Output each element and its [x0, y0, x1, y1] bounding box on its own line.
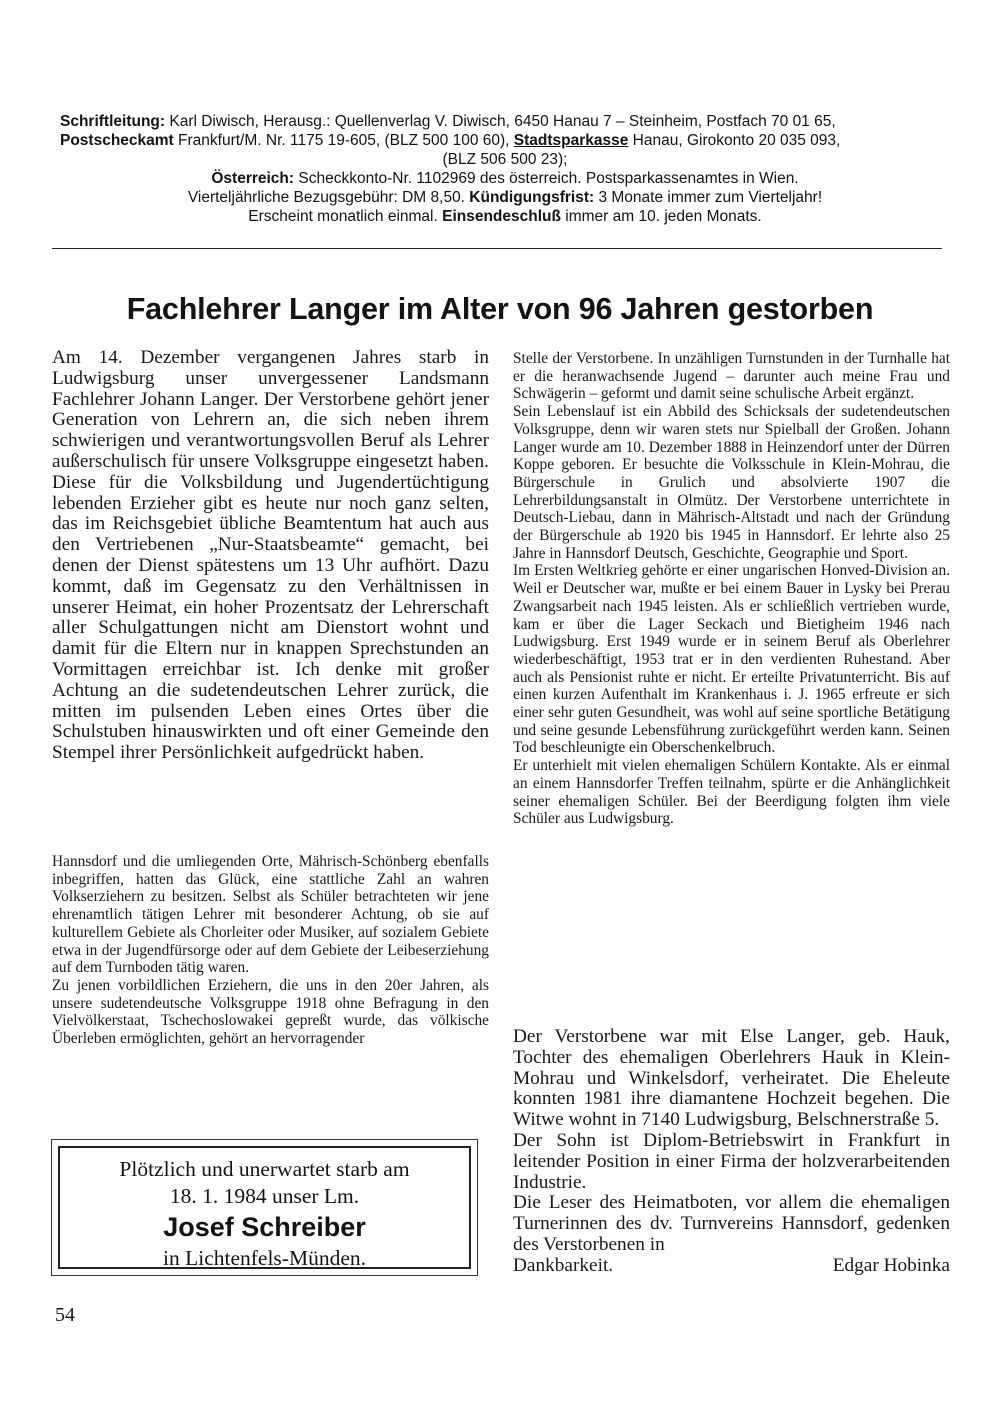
paragraph: Hannsdorf und die umliegenden Orte, Mährisch-Schönberg ebenfalls inbegriffen, hatten das Glück, eine stattliche Zahl an wahren Volkserziehern zu besitzen. Selbst als Schüler betrachteten wir jene ehrenamtlich tätigen Lehrer mit besonderer Achtung, ob sie auf kulturellem Gebiete als Chorleiter oder Musiker, auf sozialem Gebiete etwa in der Jugendfürsorge oder auf dem Gebiete der Leibeserziehung auf dem Turnboden tätig waren.	[52, 853, 489, 977]
masthead-line-6: Erscheint monatlich einmal. Einsendeschluß immer am 10. jeden Monats.	[248, 208, 762, 225]
masthead-line-5: Vierteljährliche Bezugsgebühr: DM 8,50. Kündigungsfrist: 3 Monate immer zum Vierteljahr!	[187, 189, 823, 206]
masthead-line-2: Postscheckamt Frankfurt/M. Nr. 1175 19-605, (BLZ 500 100 60), Stadtsparkasse Hanau, Girokonto 20 035 093,	[60, 132, 841, 149]
notice-line-2: 18. 1. 1984 unser Lm.	[169, 1184, 360, 1208]
article-column-right-large	[513, 1027, 950, 1277]
paragraph: Der Sohn ist Diplom-Betriebswirt in Frankfurt in leitender Position in einer Firma der holzverarbeitenden Industrie.	[513, 1129, 950, 1193]
paragraph: Er unterhielt mit vielen ehemaligen Schülern Kontakte. Als er einmal an einem Hannsdorfer Treffen teilnahm, spürte er die Anhänglichkeit seiner ehemaligen Schüler. Bei der Beerdigung folgten ihm viele Schüler aus Ludwigsburg.	[513, 757, 950, 828]
article-column-left-small	[52, 853, 489, 1048]
masthead-line-3: (BLZ 506 500 23);	[442, 151, 568, 168]
signature-line	[513, 1256, 950, 1277]
paragraph: Die Leser des Heimatboten, vor allem die ehemaligen Turnerinnen des dv. Turnvereins Hannsdorf, gedenken des Verstorbenen in	[513, 1192, 950, 1255]
page-number: 54	[55, 1304, 75, 1326]
author-name: Edgar Hobinka	[832, 1254, 950, 1276]
death-notice-box	[51, 1139, 478, 1276]
paragraph: Stelle der Verstorbene. In unzähligen Turnstunden in der Turnhalle hat er die heranwachsende Jugend – darunter auch meine Frau und Schwägerin – geformt und damit seine schulische Arbeit ergänzt.	[513, 350, 950, 403]
notice-line-3: in Lichtenfels-Münden.	[162, 1246, 366, 1270]
notice-name: Josef Schreiber	[163, 1212, 366, 1242]
paragraph: Im Ersten Weltkrieg gehörte er einer ungarischen Honved-Division an. Weil er Deutscher war, mußte er bei einem Bauer in Lysky bei Prerau Zwangsarbeit nach 1945 leisten. Als er schließlich vertrieben wurde, kam er über die Lager Seckach und Bietigheim 1946 nach Ludwigsburg. Erst 1949 wurde er in seinem Beruf als Oberlehrer wiederbeschäftigt, 1953 trat er in den verdienten Ruhestand. Aber auch als Pensionist ruhte er nicht. Er erteilte Privatunterricht. Bis auf einen kurzen Aufenthalt im Krankenhaus i. J. 1965 erfreute er sich einer sehr guten Gesundheit, was wohl auf seine sportliche Betätigung und seine gesunde Lebensführung zurückgeführt werden kann. Seinen Tod beschleunigte ein Oberschenkelbruch.	[513, 562, 950, 757]
article-column-right-small	[513, 350, 950, 828]
article-headline: Fachlehrer Langer im Alter von 96 Jahren gestorben	[126, 292, 874, 326]
paragraph: Sein Lebenslauf ist ein Abbild des Schicksals der sudetendeutschen Volksgruppe, denn wir waren stets nur Spielball der Großen. Johann Langer wurde am 10. Dezember 1888 in Heinzendorf unter der Dürren Koppe geboren. Er besuchte die Volksschule in Klein-Mohrau, die Bürgerschule in Grulich und absolvierte 1907 die Lehrerbildungsanstalt in Olmütz. Der Verstorbene unterrichtete in Deutsch-Liebau, dann in Mährisch-Altstadt und nach der Gründung der Bürgerschule ab 1920 bis 1945 in Hannsdorf. Er lehrte also 25 Jahre in Hannsdorf Deutsch, Geschichte, Geographie und Sport.	[513, 403, 950, 562]
header-divider	[52, 248, 942, 249]
masthead-line-4: Österreich: Scheckkonto-Nr. 1102969 des österreich. Postsparkassenamtes in Wien.	[211, 170, 799, 187]
paragraph: Zu jenen vorbildlichen Erziehern, die uns in den 20er Jahren, als unsere sudetendeutsche Volksgruppe 1918 ohne Befragung in den Vielvölkerstaat, Tschechoslowakei gepreßt wurde, das völkische Überleben ermöglichten, gehört an hervorragender	[52, 976, 489, 1048]
masthead	[60, 112, 950, 226]
article-column-left-large	[52, 348, 489, 764]
paragraph: Am 14. Dezember vergangenen Jahres starb in Ludwigsburg unser unvergessener Landsmann Fachlehrer Johann Langer. Der Verstorbene gehört jener Generation von Lehrern an, die sich neben ihrem schwierigen und verantwortungsvollen Beruf als Lehrer außerschulisch für unsere Volksgruppe eingesetzt haben. Diese für die Volksbildung und Jugendertüchtigung lebenden Erzieher gibt es heute nur noch ganz selten, das im Reichsgebiet übliche Beamtentum hat auch aus den Vertriebenen „Nur-Staatsbeamte“ gemacht, bei denen der Dienst spätestens um 13 Uhr aufhört. Dazu kommt, daß im Gegensatz zu den Verhältnissen in unserer Heimat, ein hoher Prozentsatz der Lehrerschaft aller Schulgattungen nicht am Dienstort wohnt und damit für die Eltern nur in knappen Sprechstunden an Vormittagen erreichbar ist. Ich denke mit großer Achtung an die sudetendeutschen Lehrer zurück, die mitten im pulsenden Leben eines Ortes über die Schulstuben hinauswirkten und oft einer Gemeinde den Stempel ihrer Persönlichkeit aufgedrückt haben.	[52, 347, 489, 764]
masthead-line-1: Schriftleitung: Karl Diwisch, Herausg.: Quellenverlag V. Diwisch, 6450 Hanau 7 – Steinheim, Postfach 70 01 65,	[60, 113, 836, 130]
paragraph: Der Verstorbene war mit Else Langer, geb. Hauk, Tochter des ehemaligen Oberlehrers Hauk in Klein-Mohrau und Winkelsdorf, verheiratet. Die Eheleute konnten 1981 ihre diamantene Hochzeit begehen. Die Witwe wohnt in 7140 Ludwigsburg, Belschnerstraße 5.	[513, 1026, 950, 1131]
closing-word: Dankbarkeit.	[513, 1254, 614, 1276]
notice-line-1: Plötzlich und unerwartet starb am	[119, 1157, 410, 1181]
